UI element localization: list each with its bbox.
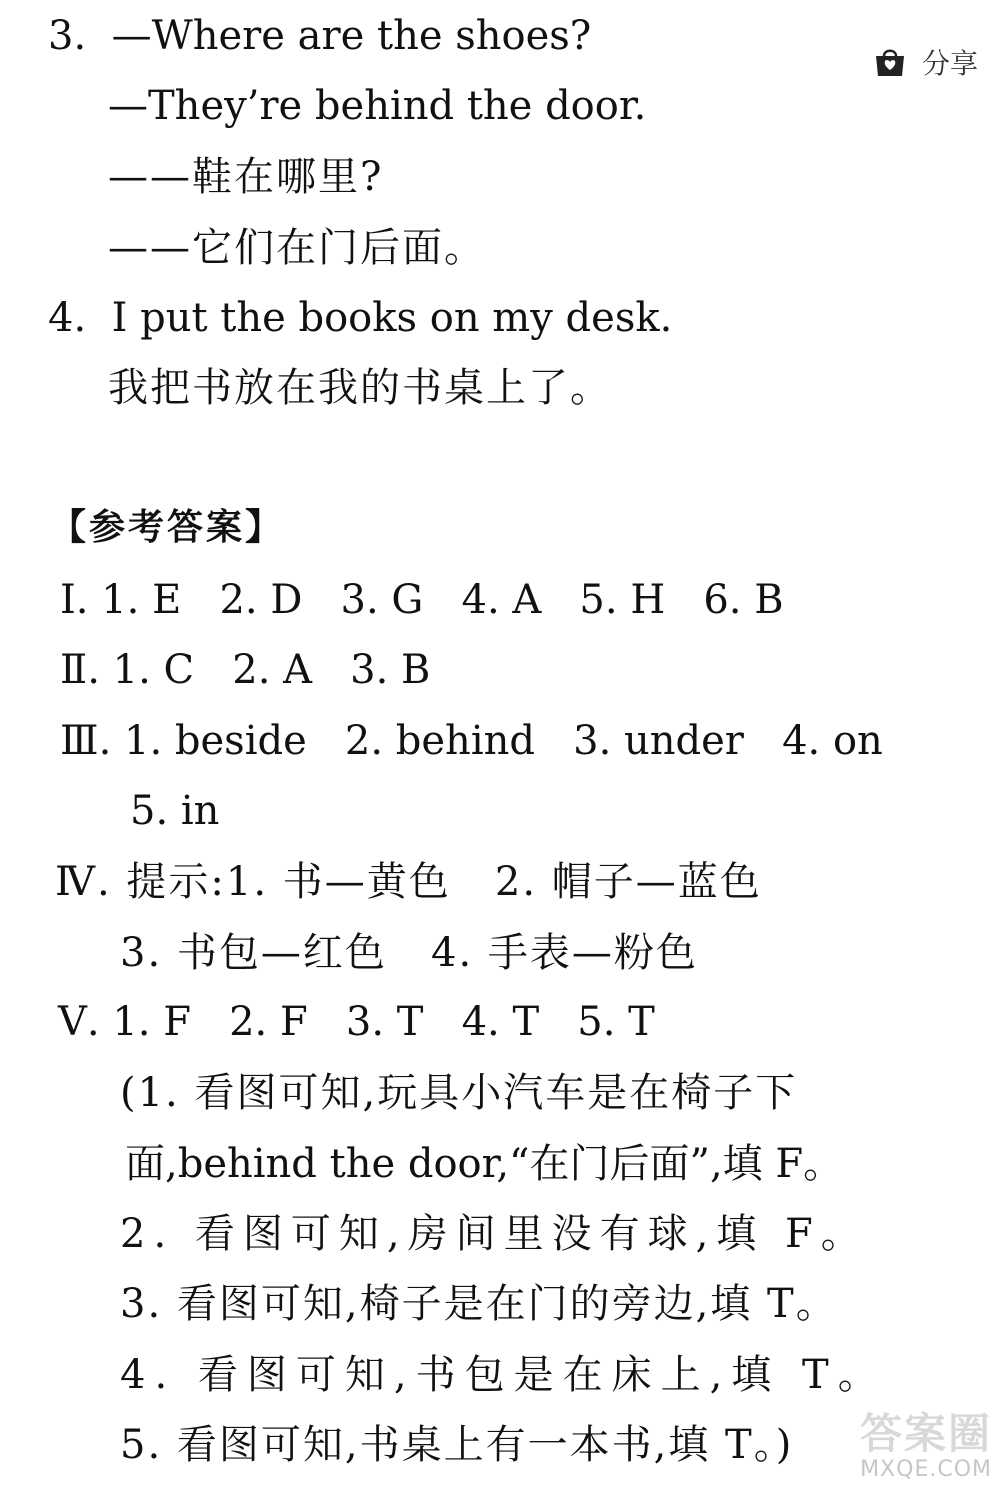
- q4-english-line: 4. I put the books on my desk.: [48, 295, 673, 341]
- explanation-2: 2. 看图可知,房间里没有球,填 F。: [120, 1211, 869, 1257]
- answers-section-3-cont: 5. in: [130, 788, 220, 834]
- q3-chinese-line-1: ——鞋在哪里?: [108, 154, 384, 200]
- answers-section-5: Ⅴ. 1. F 2. F 3. T 4. T 5. T: [58, 999, 655, 1045]
- answers-header: 【参考答案】: [50, 507, 285, 548]
- heart-bag-icon: [872, 46, 908, 78]
- q3-english-line-1: 3. —Where are the shoes?: [48, 13, 592, 59]
- q4-chinese-line: 我把书放在我的书桌上了。: [108, 365, 612, 411]
- answers-section-3: Ⅲ. 1. beside 2. behind 3. under 4. on: [60, 718, 883, 764]
- answers-section-1: Ⅰ. 1. E 2. D 3. G 4. A 5. H 6. B: [60, 577, 784, 623]
- explanation-4: 4. 看图可知,书包是在床上,填 T。: [120, 1352, 887, 1398]
- explanation-3: 3. 看图可知,椅子是在门的旁边,填 T。: [120, 1281, 838, 1327]
- share-button[interactable]: [872, 38, 1000, 86]
- explanation-1-cont: 面,behind the door,“在门后面”,填 F。: [125, 1141, 844, 1187]
- watermark-url: MXQE.COM: [860, 1457, 992, 1482]
- share-label: 分享: [922, 47, 979, 80]
- explanation-5: 5. 看图可知,书桌上有一本书,填 T。): [120, 1422, 794, 1468]
- q3-chinese-line-2: ——它们在门后面。: [108, 225, 486, 271]
- watermark: [860, 1401, 992, 1482]
- explanation-1: (1. 看图可知,玩具小汽车是在椅子下: [120, 1070, 798, 1116]
- q3-english-line-2: —They’re behind the door.: [108, 83, 647, 129]
- answers-section-4-cont: 3. 书包—红色 4. 手表—粉色: [120, 930, 698, 976]
- answers-section-2: Ⅱ. 1. C 2. A 3. B: [60, 647, 431, 693]
- answers-section-4: Ⅳ. 提示:1. 书—黄色 2. 帽子—蓝色: [55, 859, 762, 905]
- watermark-text: 答案圈: [859, 1409, 992, 1458]
